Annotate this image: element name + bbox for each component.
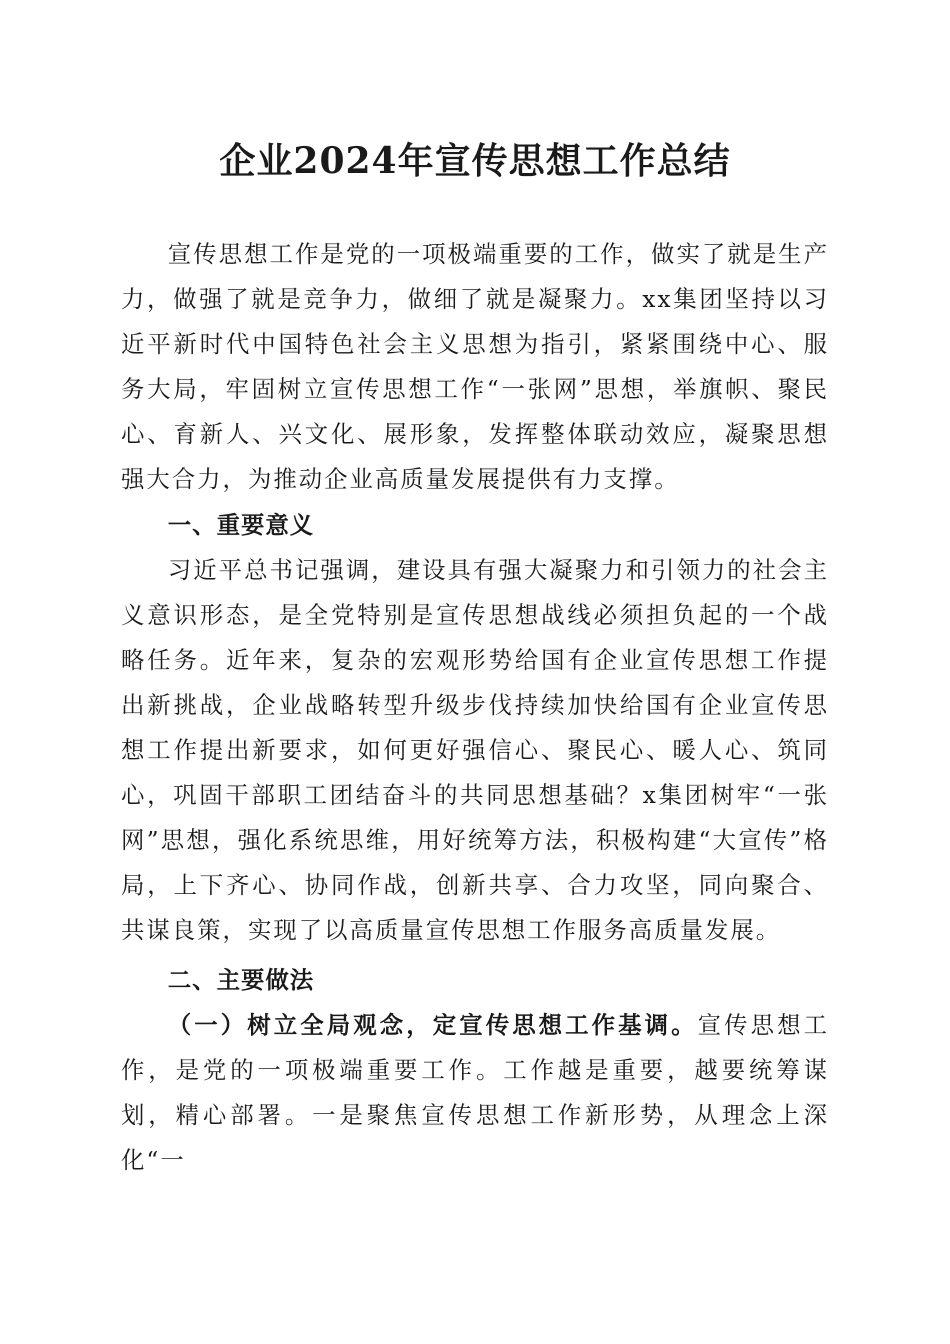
document-body (121, 232, 829, 1183)
practice-item-1-lead: （一）树立全局观念，定宣传思想工作基调。 (167, 1010, 698, 1039)
practice-item-1-text: 宣传思想工作，是党的一项极端重要工作。工作越是重要，越要统筹谋划，精心部署。一是聚焦宣传思想工作新形势，从理念上深化“一 (121, 1010, 829, 1174)
intro-paragraph: 宣传思想工作是党的一项极端重要的工作，做实了就是生产力，做强了就是竞争力，做细了就是凝聚力。xx集团坚持以习近平新时代中国特色社会主义思想为指引，紧紧围绕中心、服务大局，牢固树立宣传思想工作“一张网”思想，举旗帜、聚民心、育新人、兴文化、展形象，发挥整体联动效应，凝聚思想强大合力，为推动企业高质量发展提供有力支撑。 (121, 240, 829, 494)
section-heading-practices: 二、主要做法 (167, 965, 315, 994)
section-heading-significance: 一、重要意义 (167, 510, 315, 539)
significance-paragraph: 习近平总书记强调，建设具有强大凝聚力和引领力的社会主义意识形态，是全党特别是宣传思想战线必须担负起的一个战略任务。近年来，复杂的宏观形势给国有企业宣传思想工作提出新挑战，企业战略转型升级步伐持续加快给国有企业宣传思想工作提出新要求，如何更好强信心、聚民心、暖人心、筑同心，巩固干部职工团结奋斗的共同思想基础？x集团树牢“一张网”思想，强化系统思维，用好统筹方法，积极构建“大宣传”格局，上下齐心、协同作战，创新共享、合力攻坚，同向聚合、共谋良策，实现了以高质量宣传思想工作服务高质量发展。 (121, 555, 829, 945)
practice-item-1-paragraph (121, 1003, 829, 1183)
document-title: 企业2024年宣传思想工作总结 (219, 140, 731, 182)
